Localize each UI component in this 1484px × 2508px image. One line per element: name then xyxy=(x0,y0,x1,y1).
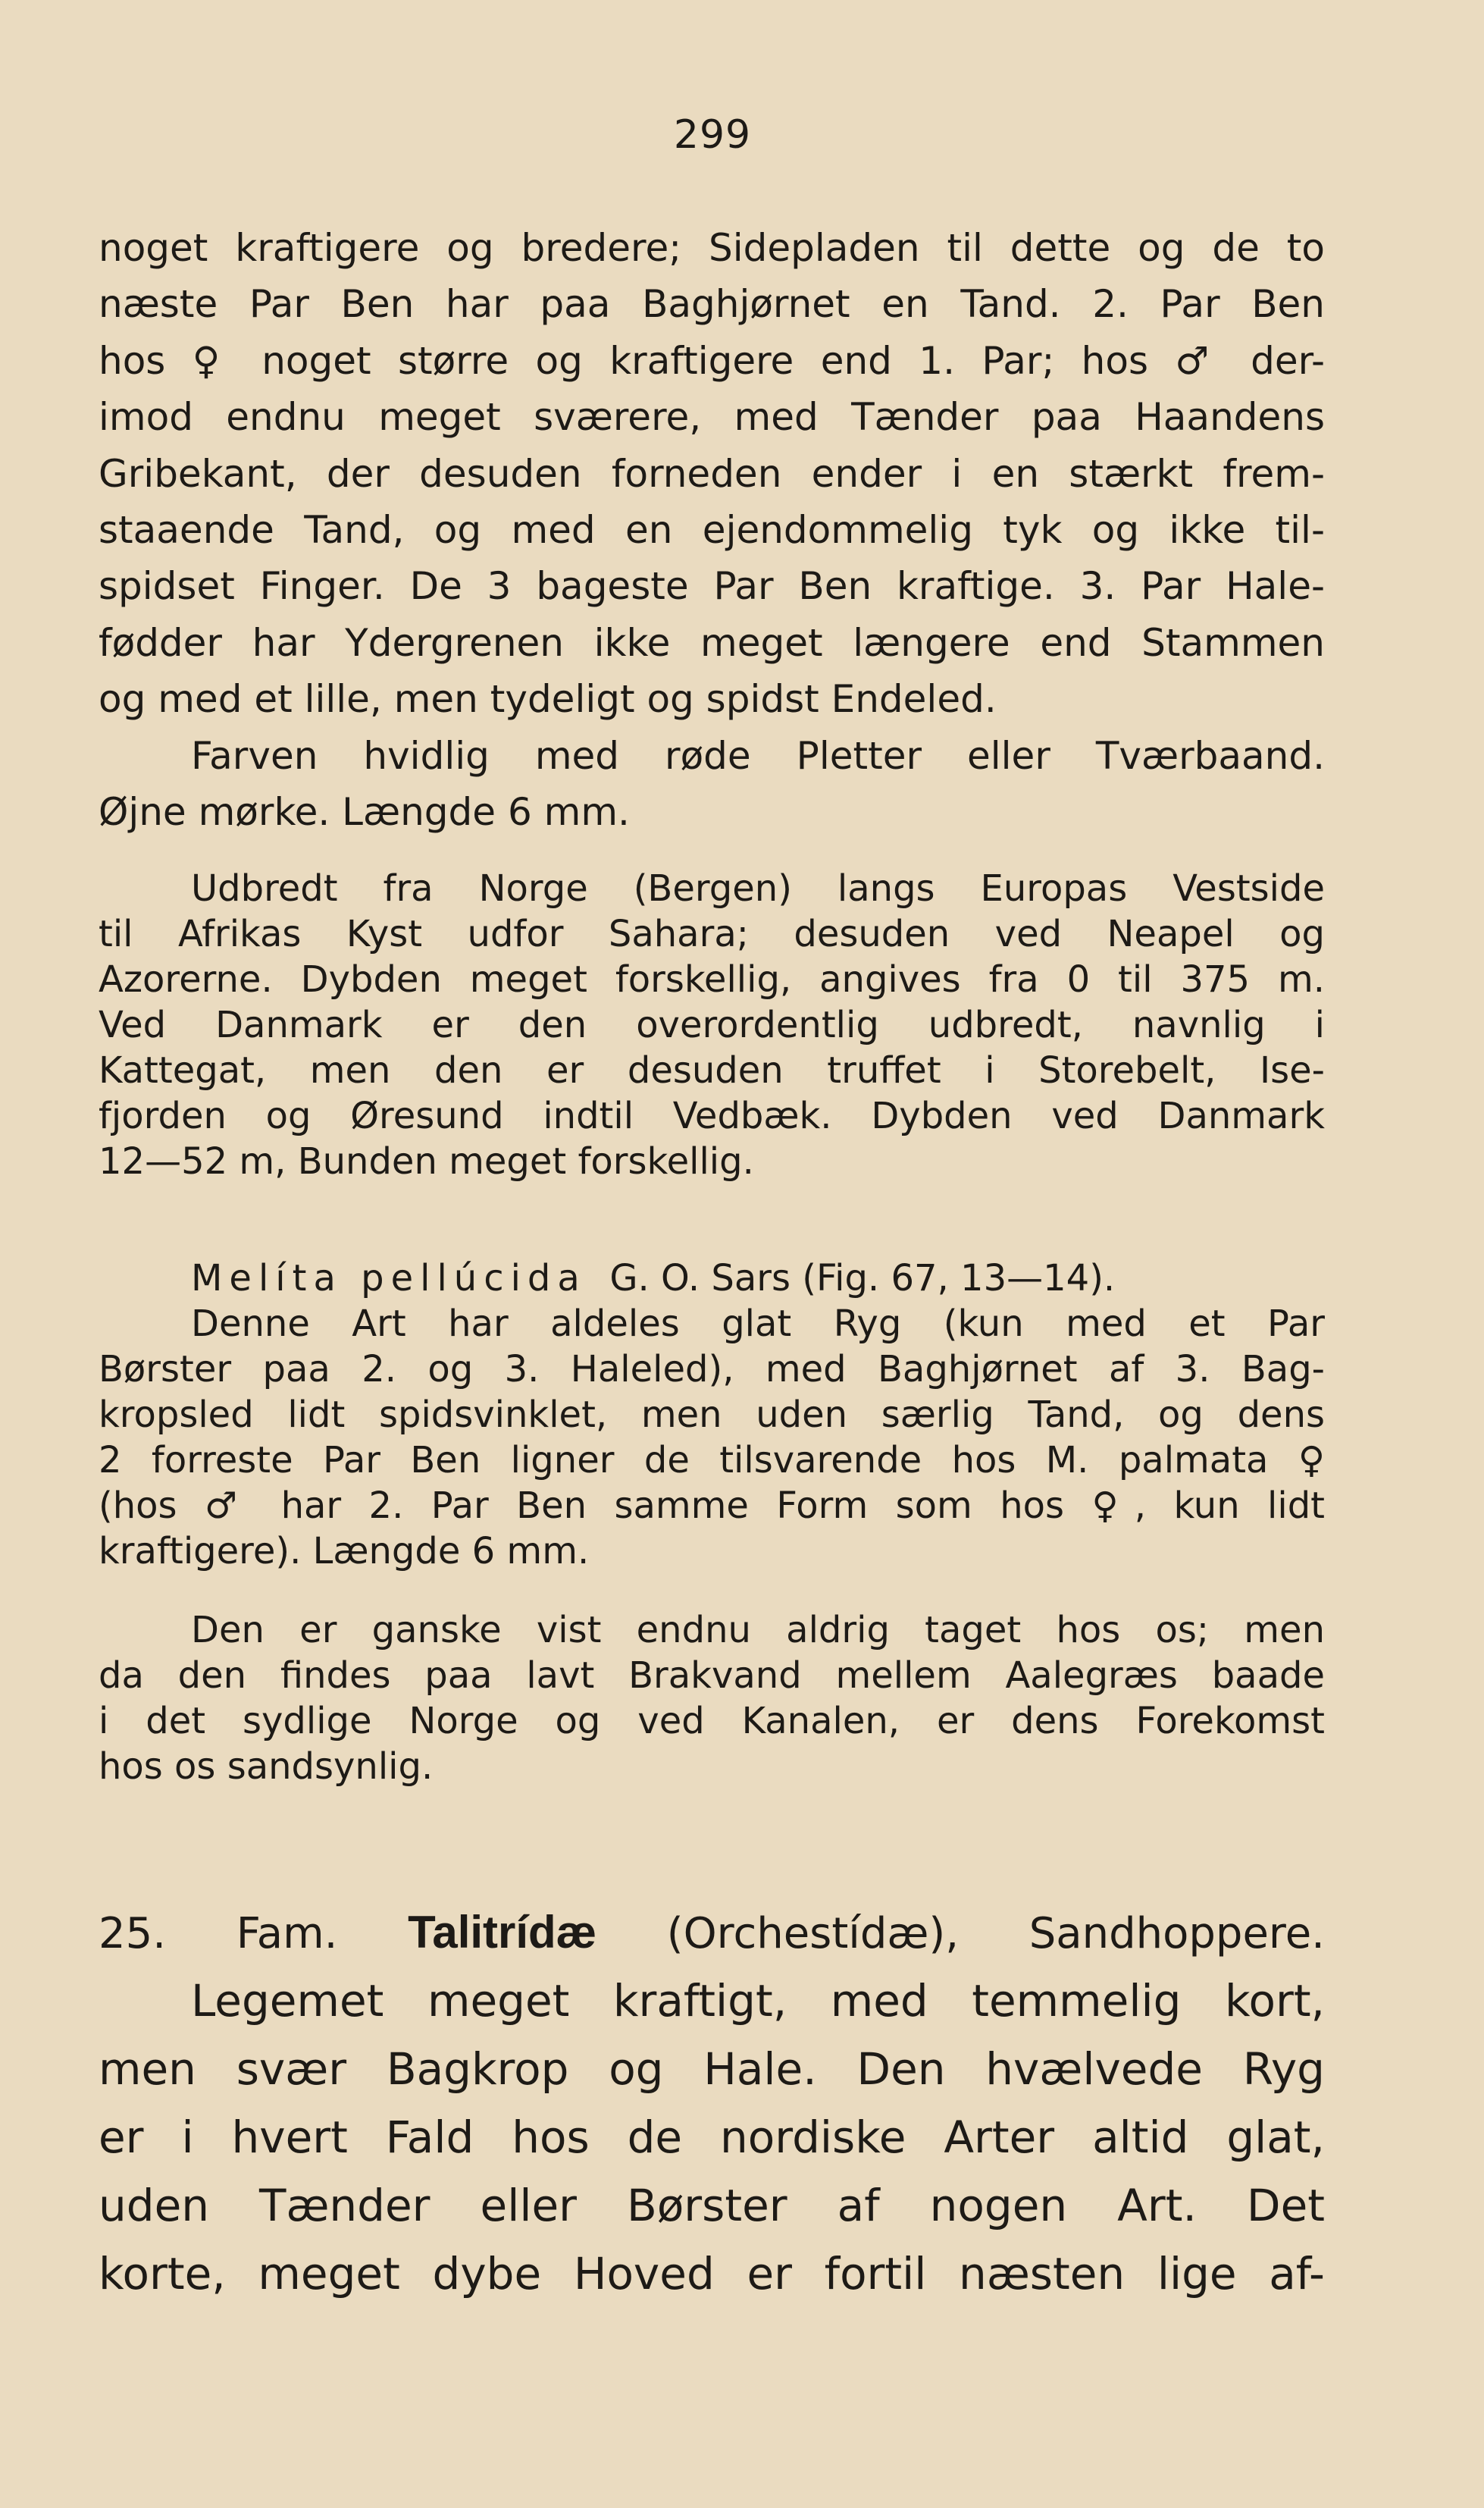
species-author: G. O. Sars (Fig. 67, 13—14). xyxy=(609,1257,1116,1299)
text-line: fjorden og Øresund indtil Vedbæk. Dybden ved Danmark xyxy=(99,1095,1325,1137)
text-line: Farven hvidlig med røde Pletter eller Tværbaand. xyxy=(191,733,1325,778)
text-line: (hos ♂ har 2. Par Ben samme Form som hos ♀, kun lidt xyxy=(99,1484,1325,1527)
text-line: hos ♀ noget større og kraftigere end 1. Par; hos ♂ der- xyxy=(99,338,1325,383)
text-line: da den findes paa lavt Brakvand mellem Aalegræs baade xyxy=(99,1654,1325,1697)
family-heading xyxy=(99,1898,1325,1967)
family-synonym: (Orchestídæ), Sandhoppere. xyxy=(666,1909,1325,1958)
text-line: imod endnu meget sværere, med Tænder paa Haandens xyxy=(99,395,1325,440)
text-line: til Afrikas Kyst udfor Sahara; desuden ved Neapel og xyxy=(99,913,1325,955)
species-name: Melíta pellúcida xyxy=(191,1257,587,1299)
text-line: men svær Bagkrop og Hale. Den hvælvede Ryg xyxy=(99,2043,1325,2095)
paragraph-species-description xyxy=(99,220,1325,840)
section-talitridae xyxy=(99,1898,1325,2308)
text-line: er i hvert Fald hos de nordiske Arter altid glat, xyxy=(99,2111,1325,2163)
text-line: Azorerne. Dybden meget forskellig, angives fra 0 til 375 m. xyxy=(99,958,1325,1001)
text-line: i det sydlige Norge og ved Kanalen, er dens Forekomst xyxy=(99,1700,1325,1742)
text-line: fødder har Ydergrenen ikke meget længere end Stammen xyxy=(99,620,1325,665)
text-line: 2 forreste Par Ben ligner de tilsvarende hos M. palmata ♀ xyxy=(99,1439,1325,1481)
text-line: Gribekant, der desuden forneden ender i en stærkt frem- xyxy=(99,451,1325,496)
text-line: Ved Danmark er den overordentlig udbredt, navnlig i xyxy=(99,1004,1325,1046)
text-line: korte, meget dybe Hoved er fortil næsten lige af- xyxy=(99,2248,1325,2300)
text-line: Legemet meget kraftigt, med temmelig kort, xyxy=(191,1975,1325,2027)
text-line: Denne Art har aldeles glat Ryg (kun med et Par xyxy=(191,1303,1325,1345)
text-line: Udbredt fra Norge (Bergen) langs Europas Vestside xyxy=(191,867,1325,910)
paragraph-distribution xyxy=(99,866,1325,1184)
text-line: spidset Finger. De 3 bageste Par Ben kraftige. 3. Par Hale- xyxy=(99,564,1325,609)
text-line: Kattegat, men den er desuden truffet i Storebelt, Ise- xyxy=(99,1049,1325,1092)
paragraph-occurrence xyxy=(99,1607,1325,1789)
text-line: hos os sandsynlig. xyxy=(99,1745,434,1788)
text-line: Øjne mørke. Længde 6 mm. xyxy=(99,789,630,834)
text-line: næste Par Ben har paa Baghjørnet en Tand. 2. Par Ben xyxy=(99,282,1325,327)
text-line: noget kraftigere og bredere; Sidepladen til dette og de to xyxy=(99,226,1325,270)
text-line: Børster paa 2. og 3. Haleled), med Baghjørnet af 3. Bag- xyxy=(99,1348,1325,1390)
family-number: 25. Fam. xyxy=(99,1909,338,1958)
text-line: kropsled lidt spidsvinklet, men uden særlig Tand, og dens xyxy=(99,1394,1325,1436)
text-line: og med et lille, men tydeligt og spidst Endeled. xyxy=(99,677,997,722)
page-number: 299 xyxy=(673,112,752,158)
species-heading xyxy=(99,1256,1325,1301)
text-line: 12—52 m, Bunden meget forskellig. xyxy=(99,1140,754,1183)
text-line: Den er ganske vist endnu aldrig taget hos os; men xyxy=(191,1609,1325,1651)
family-name: Talitrídæ xyxy=(408,1907,597,1958)
text-line: uden Tænder eller Børster af nogen Art. Det xyxy=(99,2180,1325,2231)
text-line: staaende Tand, og med en ejendommelig tyk og ikke til- xyxy=(99,507,1325,552)
text-line: kraftigere). Længde 6 mm. xyxy=(99,1530,590,1572)
section-melita-pellucida xyxy=(99,1256,1325,1574)
